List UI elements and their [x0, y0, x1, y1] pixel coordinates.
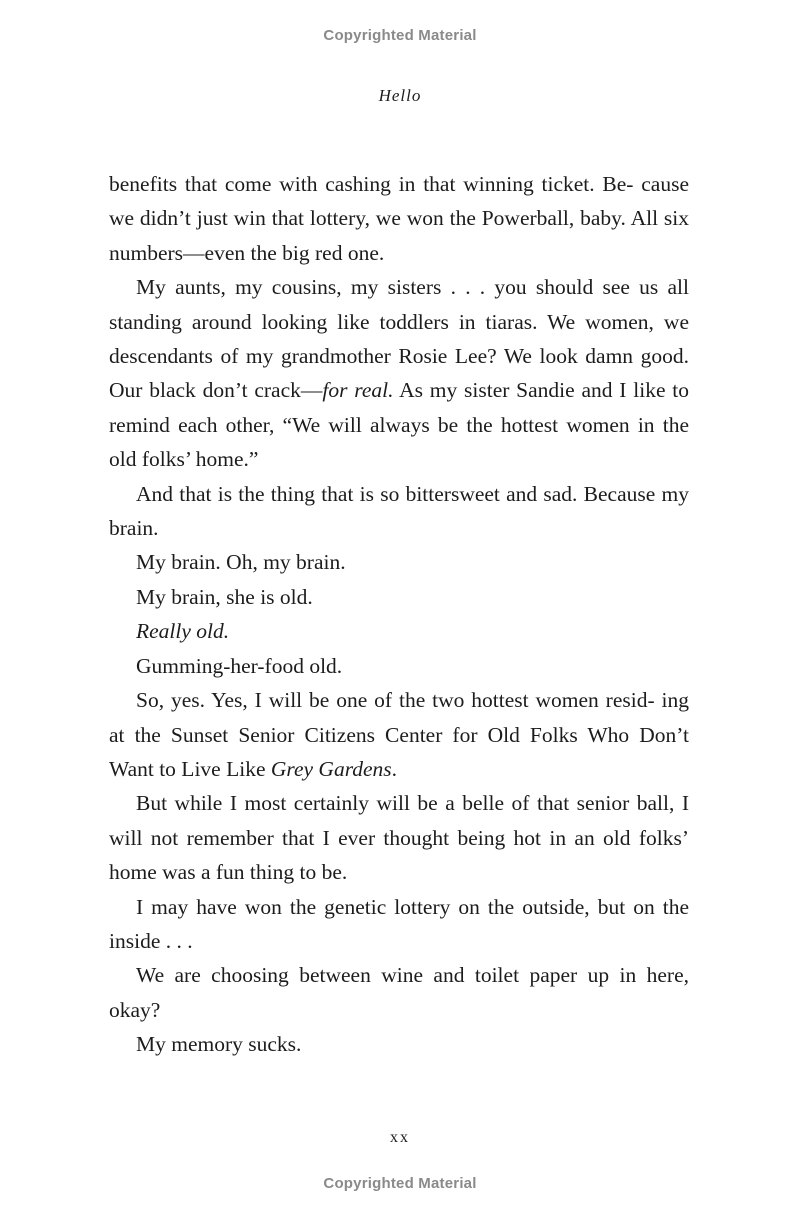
paragraph-7: Gumming-her-food old.	[136, 653, 343, 678]
paragraph-11: We are choosing between wine and toilet paper up in here, okay?	[109, 963, 689, 1022]
copyright-watermark-bottom: Copyrighted Material	[323, 1175, 477, 1192]
paragraph-1: benefits that come with cashing in that winning ticket. Be- cause we didn’t just win that lottery, we won the Powerball, baby. All six numbers—even the big red one.	[109, 172, 689, 265]
page-number: xx	[390, 1129, 410, 1146]
paragraph-4: My brain. Oh, my brain.	[136, 550, 346, 575]
paragraph-9: But while I most certainly will be a belle of that senior ball, I will not remember that I ever thought being hot in an old folks’ home was a fun thing to be.	[109, 791, 689, 885]
paragraph-5: My brain, she is old.	[136, 584, 313, 609]
copyright-watermark-top: Copyrighted Material	[323, 27, 477, 44]
paragraph-2: My aunts, my cousins, my sisters . . . you should see us all standing around looking like toddlers in tiaras. We women, we descendants of my grandmother Rosie Lee? We look damn good. Our black don’t crack—for real. As my sister Sandie and I like to remind each other, “We will always be the hottest women in the old folks’ home.”	[109, 275, 690, 472]
paragraph-10: I may have won the genetic lottery on the outside, but on the inside . . .	[109, 894, 689, 953]
body-text	[109, 167, 689, 1062]
running-head: Hello	[378, 86, 422, 105]
paragraph-12: My memory sucks.	[136, 1032, 302, 1057]
paragraph-3: And that is the thing that is so bittersweet and sad. Because my brain.	[109, 481, 689, 541]
paragraph-8: So, yes. Yes, I will be one of the two hottest women resid- ing at the Sunset Senior Citizens Center for Old Folks Who Don’t Want to Live Like Grey Gardens.	[109, 688, 689, 781]
italic-emphasis: for real.	[322, 378, 394, 403]
italic-title: Grey Gardens	[270, 756, 392, 781]
paragraph-6: Really old.	[136, 619, 230, 644]
